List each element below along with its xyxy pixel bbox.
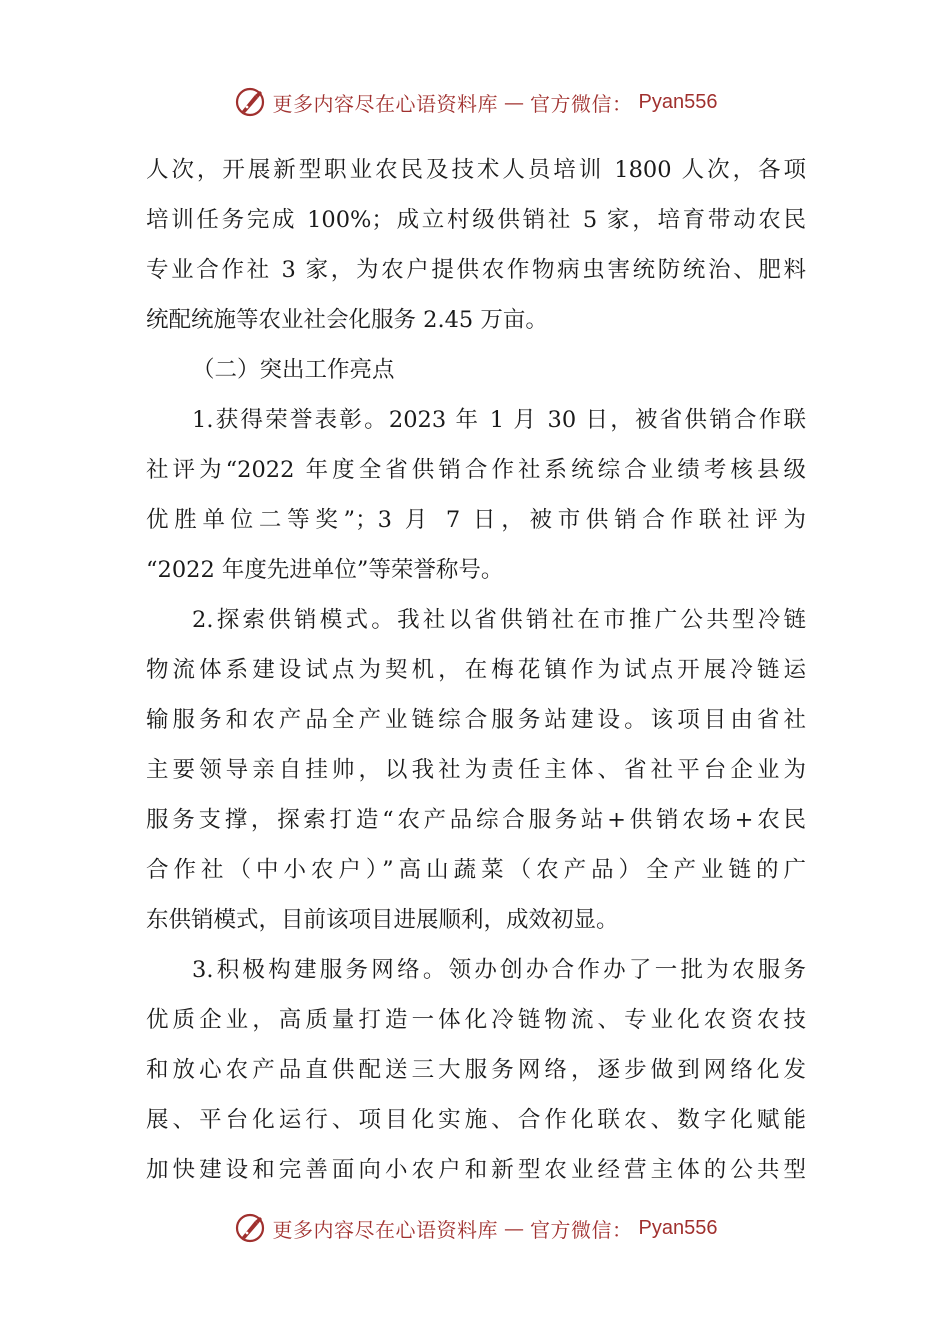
text-line: 统配统施等农业社会化服务 2.45 万亩。 xyxy=(146,307,548,333)
paragraph-start-line: 2.探索供销模式。我社以省供销社在市推广公共型冷链 xyxy=(192,607,806,633)
banner-text: 更多内容尽在心语资料库 xyxy=(272,1217,499,1242)
paragraph-start-line: 1.获得荣誉表彰。2023 年 1 月 30 日，被省供销合作联 xyxy=(192,407,806,433)
text-line: 优质企业，高质量打造一体化冷链物流、专业化农资农技 xyxy=(146,1007,806,1033)
pen-nib-logo-icon xyxy=(233,85,267,119)
text-line: 输服务和农产品全产业链综合服务站建设。该项目由省社 xyxy=(146,707,806,733)
section-heading: （二）突出工作亮点 xyxy=(192,357,395,383)
banner-wechat-handle: Pyan556 xyxy=(638,1216,718,1239)
header-watermark-banner xyxy=(0,82,950,122)
pen-nib-logo-icon xyxy=(233,1211,267,1245)
text-line: 社评为“2022 年度全省供销合作社系统综合业绩考核县级 xyxy=(146,457,806,483)
banner-wechat-handle: Pyan556 xyxy=(638,90,718,113)
footer-watermark-banner xyxy=(0,1208,950,1248)
document-body xyxy=(146,145,806,1195)
banner-separator: — xyxy=(504,1216,525,1240)
text-line: 人次，开展新型职业农民及技术人员培训 1800 人次，各项 xyxy=(146,157,806,183)
text-line: 合作社（中小农户）”高山蔬菜（农产品）全产业链的广 xyxy=(146,857,806,883)
text-line: “2022 年度先进单位”等荣誉称号。 xyxy=(146,557,504,583)
banner-text: 更多内容尽在心语资料库 xyxy=(272,91,499,116)
text-line: 展、平台化运行、项目化实施、合作化联农、数字化赋能 xyxy=(146,1107,806,1133)
text-line: 专业合作社 3 家，为农户提供农作物病虫害统防统治、肥料 xyxy=(146,257,806,283)
text-line: 加快建设和完善面向小农户和新型农业经营主体的公共型 xyxy=(146,1157,806,1183)
text-line: 培训任务完成 100%；成立村级供销社 5 家，培育带动农民 xyxy=(146,207,806,233)
text-line: 服务支撑，探索打造“农产品综合服务站+供销农场+农民 xyxy=(146,807,806,833)
banner-separator: — xyxy=(504,90,525,114)
text-line: 和放心农产品直供配送三大服务网络，逐步做到网络化发 xyxy=(146,1057,806,1083)
text-line: 东供销模式，目前该项目进展顺利，成效初显。 xyxy=(146,907,619,933)
paragraph-start-line: 3.积极构建服务网络。领办创办合作办了一批为农服务 xyxy=(192,957,806,983)
text-line: 主要领导亲自挂帅，以我社为责任主体、省社平台企业为 xyxy=(146,757,806,783)
text-line: 物流体系建设试点为契机，在梅花镇作为试点开展冷链运 xyxy=(146,657,806,683)
banner-wechat-label: 官方微信： xyxy=(530,91,633,116)
text-line: 优胜单位二等奖”；3 月 7 日，被市供销合作联社评为 xyxy=(146,507,806,533)
banner-wechat-label: 官方微信： xyxy=(530,1217,633,1242)
